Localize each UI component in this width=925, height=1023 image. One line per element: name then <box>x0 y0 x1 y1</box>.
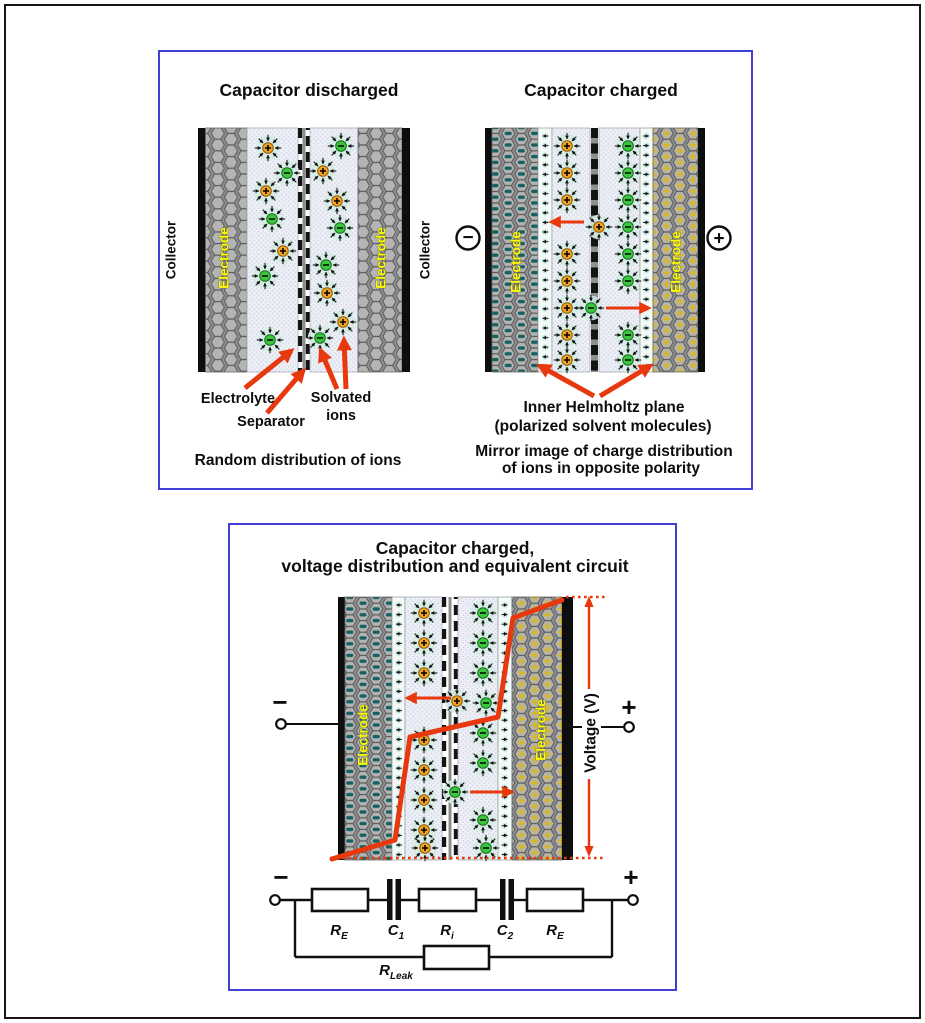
bottom-title-line1: Capacitor charged, <box>375 538 535 558</box>
electrode-label-right: Electrode <box>668 231 684 293</box>
callout-solvated-line2: ions <box>326 408 356 425</box>
charged-cell-diagram <box>450 110 750 410</box>
circuit-label-RE: $R_E$ <box>330 922 348 942</box>
callout-separator: Separator <box>237 414 305 430</box>
negative-terminal-sign: − <box>462 227 474 249</box>
voltage-distribution-diagram <box>255 588 675 880</box>
discharged-cell-diagram <box>160 115 440 430</box>
callout-electrolyte: Electrolyte <box>200 391 276 407</box>
circuit-graphics <box>270 879 638 969</box>
bottom-layers <box>276 596 637 861</box>
circuit-label-RE: $R_E$ <box>546 922 564 942</box>
electrode-label-left: Electrode <box>355 704 371 766</box>
collector-label-right: Collector <box>417 220 433 280</box>
circuit-label-RLeak: $R_{Leak}$ <box>379 962 413 982</box>
circuit-label-C1: $C_1$ <box>387 922 405 942</box>
callout-solvated-ions <box>311 389 371 425</box>
voltage-axis-label: Voltage (V) <box>582 693 600 773</box>
caption-ihp-line1: Inner Helmholtz plane <box>523 399 685 416</box>
circuit-label-C2: $C_2$ <box>496 922 514 942</box>
bottom-title-line2: voltage distribution and equivalent circuit <box>281 556 629 576</box>
minus-terminal-sign: − <box>272 687 288 717</box>
equivalent-circuit <box>255 858 675 990</box>
caption-ihp-line2: (polarized solvent molecules) <box>494 418 712 435</box>
electrode-label-left: Electrode <box>508 231 524 293</box>
circuit-plus-sign: + <box>623 862 639 892</box>
electrode-label-left: Electrode <box>216 227 232 289</box>
title-capacitor-charged: Capacitor charged <box>524 80 678 100</box>
electrode-label-right: Electrode <box>533 699 549 761</box>
charged-layers <box>457 128 731 396</box>
positive-terminal-sign: + <box>713 228 725 250</box>
plus-terminal-sign: + <box>621 692 637 722</box>
caption-mirror-line1: Mirror image of charge distribution <box>475 443 733 460</box>
circuit-label-Ri: $R_i$ <box>440 922 454 942</box>
circuit-minus-sign: − <box>273 862 289 892</box>
electrode-label-right: Electrode <box>373 227 389 289</box>
collector-label-left: Collector <box>163 220 179 280</box>
title-capacitor-discharged: Capacitor discharged <box>219 80 399 100</box>
callout-solvated-line1: Solvated <box>310 390 372 406</box>
caption-random-distribution: Random distribution of ions <box>194 452 402 469</box>
caption-mirror-line2: of ions in opposite polarity <box>501 460 701 477</box>
